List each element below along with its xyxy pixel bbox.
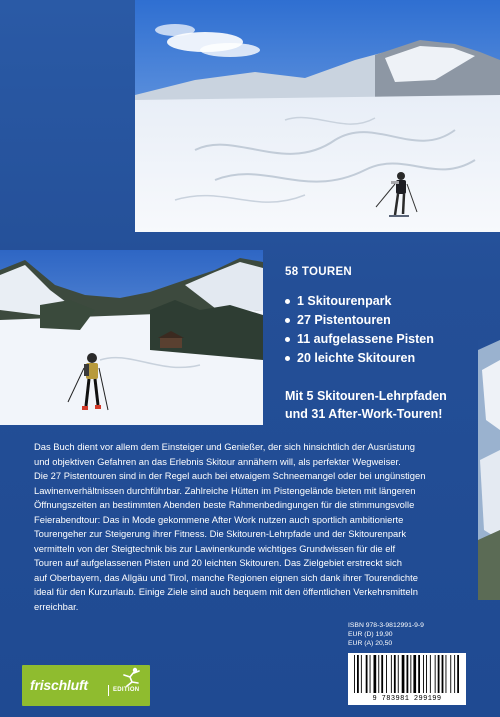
tour-list: [285, 292, 485, 368]
description-line: vermitteln von der Steigtechnik bis zur Lawinenkunde wichtiges Grundwissen für die elf: [34, 542, 396, 554]
description-line: ideal für den Kurzurlaub. Einige Ziele sind auch bequem mit den öffentlichen Verkehrsmitteln: [34, 586, 418, 598]
description-line: und objektiven Gefahren an das Erlebnis Skitour annähern will, als perfekter Wegweiser.: [34, 455, 401, 467]
publisher-name: frischluft: [30, 677, 88, 693]
barcode-bars: [348, 655, 466, 697]
list-item: 27 Pistentouren: [285, 311, 485, 330]
ski-touring-photo-middle: [0, 250, 263, 425]
bullet-icon: [285, 299, 290, 304]
list-item: 20 leichte Skitouren: [285, 349, 485, 368]
description-line: Tourengeher zur Steigerung ihrer Fitness. Die Skitouren-Lehrpfade und der Skitourenpark: [34, 528, 407, 540]
ski-touring-photo-top: [135, 0, 500, 232]
description-line: erreichbar.: [34, 601, 79, 613]
description-line: Das Buch dient vor allem dem Einsteiger und Genießer, der sich hinsichtlich der Ausrüstung: [34, 441, 415, 452]
isbn-price-info: [348, 621, 466, 649]
price-austria: EUR (A) 20,50: [348, 640, 393, 648]
description-line: Lawinenverhältnissen durchführbar. Zahlreiche Hütten im Pistengelände bieten mit längeren: [34, 484, 416, 496]
description-line: Touren auf aufgelassenen Pisten und 20 leichten Skitouren. Das Zielgebiet erstreckt sich: [34, 557, 402, 569]
book-description: [34, 440, 450, 615]
price-germany: EUR (D) 19,90: [348, 631, 393, 639]
bullet-icon: [285, 356, 290, 361]
isbn-number: ISBN 978-3-9812991-9-9: [348, 622, 424, 629]
bullet-icon: [285, 318, 290, 323]
jumping-person-icon: [120, 667, 142, 687]
tour-count-title: 58 TOUREN: [285, 266, 353, 278]
description-line: Die 27 Pistentouren sind in der Regel auch bei etwaigem Schneemangel oder bei ungünstigen: [34, 470, 426, 482]
description-line: auf Oberbayern, das Allgäu und Tirol, manche Regionen eignen sich dank ihrer Tourendichte: [34, 571, 418, 583]
tour-highlight: Mit 5 Skitouren-Lehrpfaden und 31 After-Work-Touren!: [285, 389, 447, 421]
bullet-icon: [285, 337, 290, 342]
description-line: Feierabendtour: Das in Mode gekommene After Work nutzen auch sportlich ambitionierte: [34, 513, 404, 525]
publisher-logo: [22, 665, 150, 706]
barcode-digits: 9 783981 299199: [372, 695, 442, 703]
description-line: Öffnungszeiten an bestimmten Abenden beste Rahmenbedingungen für die stimmungsvolle: [34, 499, 415, 511]
tour-summary: [285, 266, 485, 423]
list-item: 11 aufgelassene Pisten: [285, 330, 485, 349]
publisher-edition: EDITION: [108, 685, 144, 696]
barcode: [348, 653, 466, 705]
list-item: 1 Skitourenpark: [285, 292, 485, 311]
